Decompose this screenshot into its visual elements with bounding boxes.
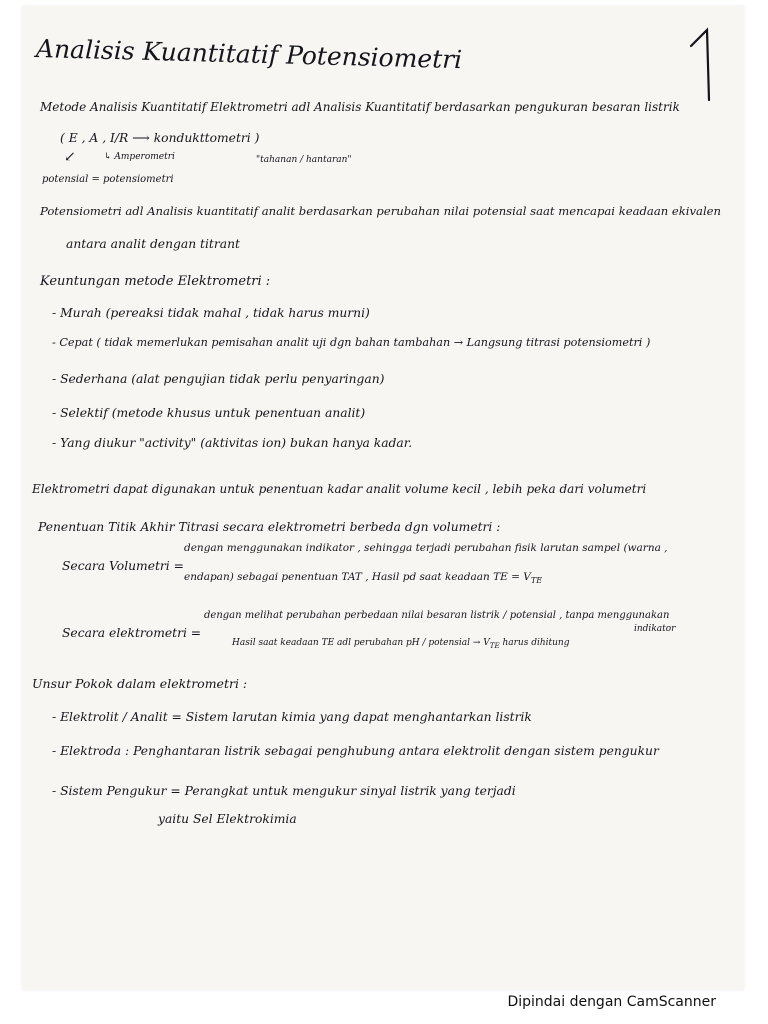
advantages-heading: Keuntungan metode Elektrometri : [40, 274, 271, 289]
advantage-item: - Sederhana (alat pengujian tidak perlu penyaringan) [52, 372, 385, 386]
elements-heading: Unsur Pokok dalam elektrometri : [32, 676, 248, 691]
intro-line-1: Metode Analisis Kuantitatif Elektrometri adl Analisis Kuantitatif berdasarkan pengukuran besaran listrik [40, 100, 680, 114]
elektrometri-subscript: TE [489, 641, 500, 650]
endpoint-heading: Penentuan Titik Akhir Titrasi secara elektrometri berbeda dgn volumetri : [38, 520, 501, 534]
elektrometri-indikator: indikator [634, 624, 676, 634]
arrow-down-left-icon: ↙ [64, 149, 76, 165]
element-last-line: yaitu Sel Elektrokimia [158, 812, 297, 826]
camscanner-watermark: Dipindai dengan CamScanner [507, 994, 716, 1010]
element-item: - Sistem Pengukur = Perangkat untuk mengukur sinyal listrik yang terjadi [52, 784, 516, 798]
advantage-item: - Cepat ( tidak memerlukan pemisahan analit uji dgn bahan tambahan → Langsung titrasi potensiometri ) [52, 336, 651, 349]
elektrometri-line-2: Hasil saat keadaan TE adl perubahan pH / potensial → $V_{TE}$ harus dihitung [232, 638, 570, 650]
volumetri-label: Secara Volumetri = [62, 559, 184, 573]
intro-line-2: ( E , A , I/R ⟶ kondukttometri ) [60, 131, 260, 145]
element-item: - Elektrolit / Analit = Sistem larutan kimia yang dapat menghantarkan listrik [52, 710, 532, 724]
electrometry-note: Elektrometri dapat digunakan untuk penentuan kadar analit volume kecil , lebih peka dari volumetri [32, 482, 647, 496]
intro-potensial: potensial = potensiometri [42, 174, 174, 185]
advantage-item: - Murah (pereaksi tidak mahal , tidak harus murni) [52, 306, 370, 320]
advantage-item: - Selektif (metode khusus untuk penentuan analit) [52, 406, 366, 420]
page-title: Analisis Kuantitatif Potensiometri [35, 34, 463, 75]
definition-line-2: antara analit dengan titrant [66, 237, 240, 251]
elektrometri-line-1: dengan melihat perubahan perbedaan nilai besaran listrik / potensial , tanpa menggunakan [204, 610, 670, 621]
element-item: - Elektroda : Penghantaran listrik sebagai penghubung antara elektrolit dengan sistem pengukur [52, 744, 659, 758]
elektrometri-label: Secara elektrometri = [62, 626, 202, 640]
volumetri-line-1: dengan menggunakan indikator , sehingga terjadi perubahan fisik larutan sampel (warna , [184, 542, 668, 554]
intro-tahanan: "tahanan / hantaran" [256, 155, 352, 165]
scanned-page [22, 6, 744, 990]
intro-amperometri: ↳ Amperometri [104, 152, 175, 162]
definition-line-1: Potensiometri adl Analisis kuantitatif analit berdasarkan perubahan nilai potensial saat mencapai keadaan ekivalen [40, 204, 721, 218]
advantage-item: - Yang diukur "activity" (aktivitas ion) bukan hanya kadar. [52, 436, 413, 450]
volumetri-line-2: endapan) sebagai penentuan TAT , Hasil pd saat keadaan TE = $V_{TE}$ [184, 571, 543, 586]
volumetri-subscript: TE [530, 576, 543, 586]
page-number-glyph [677, 26, 737, 106]
